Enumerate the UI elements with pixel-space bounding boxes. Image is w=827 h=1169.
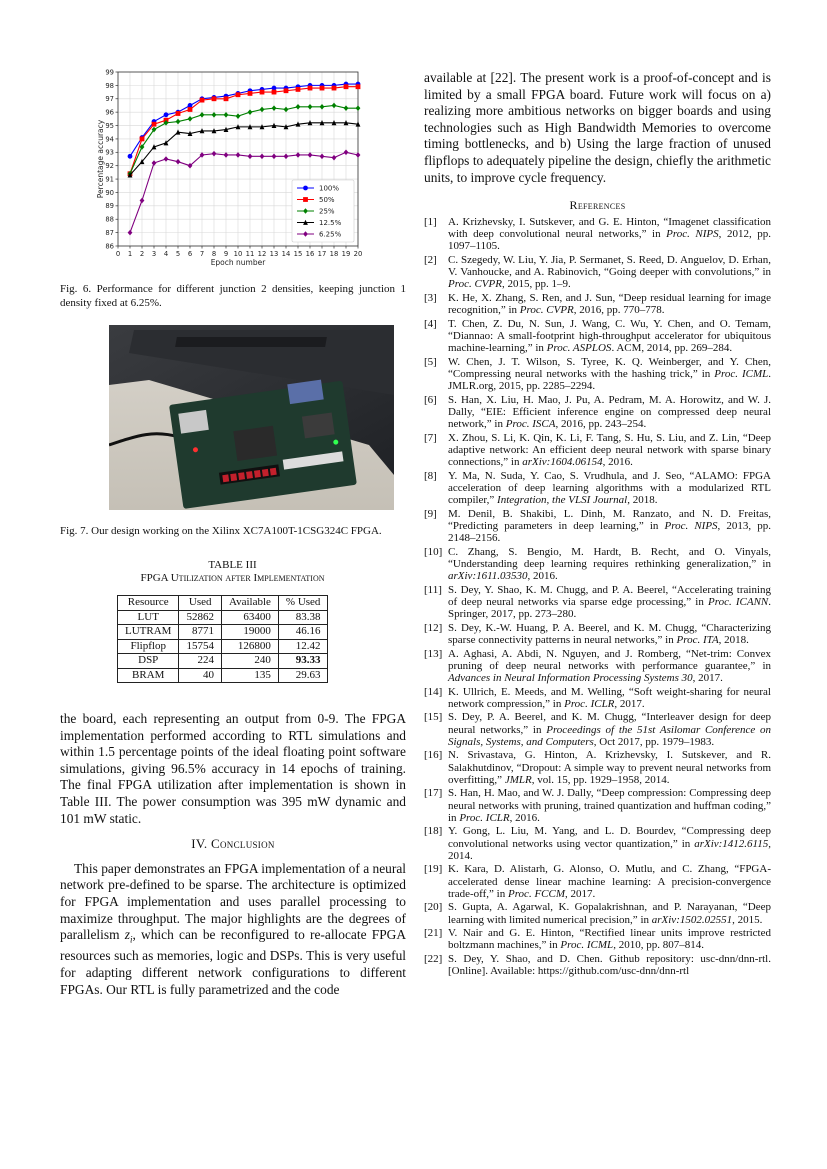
- reference-venue: JMLR: [504, 773, 532, 786]
- data-point: [128, 154, 133, 159]
- reference-item: [424, 901, 771, 925]
- reference-text: S. Dey, P. A. Beerel, and K. M. Chugg, “Interleaver design for deep neural networks,” in: [448, 711, 771, 736]
- data-point: [308, 86, 313, 91]
- reference-number: [9]: [424, 507, 437, 520]
- data-point: [248, 91, 253, 96]
- x-tick-label: 13: [269, 250, 279, 258]
- y-tick-label: 99: [105, 68, 114, 77]
- reference-item: [424, 432, 771, 469]
- y-axis-label: Percentage accuracy: [96, 119, 105, 199]
- conclusion-text-a: This paper demonstrates an FPGA implementation of a neural network pre-defined to be sparse. The architecture is optimized for FPGA implementation and uses parallel processing to maximize throughput. The major highlights are the degrees of parallelism: [60, 860, 406, 943]
- reference-item: [424, 508, 771, 545]
- reference-venue: Proc. NIPS: [666, 228, 719, 241]
- table-cell: 12.42: [278, 639, 328, 654]
- references-heading: References: [569, 198, 626, 212]
- y-tick-label: 91: [105, 175, 114, 184]
- table3-number: TABLE III: [208, 559, 257, 571]
- table3-caption-b: Utilization after Implementation: [170, 572, 325, 584]
- reference-item: [424, 394, 771, 431]
- x-tick-label: 9: [223, 250, 229, 258]
- reference-text: S. Gupta, A. Agarwal, K. Gopalakrishnan, and P. Narayanan, “Deep learning with limited numerical precision,” in: [448, 901, 771, 926]
- results-paragraph: the board, each representing an output from 0-9. The FPGA implementation performed according to RTL simulations and within 1.5 percentage points of the ideal floating point software simulations, giving 96.5% accuracy in 14 epochs of training. The final FPGA utilization after implementation is shown in Table III. The power consumption was 395 mW dynamic and 101 mW static.: [60, 711, 406, 826]
- data-point: [176, 111, 181, 116]
- legend-label: 12.5%: [319, 219, 342, 227]
- reference-details: , 2013, pp. 2148–2156.: [448, 520, 771, 545]
- reference-venue: arXiv:1412.6115: [694, 837, 769, 850]
- reference-number: [21]: [424, 927, 443, 940]
- reference-venue: Proc. ICML: [714, 368, 769, 380]
- table-cell: 29.63: [278, 668, 328, 683]
- data-point: [272, 90, 277, 95]
- data-point: [188, 107, 193, 112]
- data-point: [296, 87, 301, 92]
- data-point: [164, 112, 169, 117]
- reference-text: W. Chen, J. T. Wilson, S. Tyree, K. Q. Weinberger, and Y. Chen, “Compressing neural networks with the hashing trick,” in: [448, 355, 771, 380]
- reference-details: , 2016, pp. 243–254.: [555, 418, 647, 431]
- reference-number: [13]: [424, 647, 443, 660]
- data-point: [236, 92, 241, 97]
- reference-details: , 2016.: [509, 811, 540, 824]
- table-cell: LUT: [118, 610, 179, 625]
- reference-item: [424, 863, 771, 900]
- reference-number: [11]: [424, 583, 442, 596]
- reference-item: [424, 825, 771, 862]
- reference-details: , 2016.: [527, 570, 558, 583]
- reference-number: [20]: [424, 901, 443, 914]
- x-tick-label: 12: [257, 250, 267, 258]
- x-tick-label: 8: [211, 250, 217, 258]
- x-tick-label: 4: [163, 250, 169, 258]
- conclusion-text-b: , which can be reconfigured to re-allocate FPGA resources such as memories, logic and DSPs. This is very useful for adapting different network configurations to different FPGAs. Our RTL is fully parametrized and the code: [60, 927, 406, 997]
- col-header: Available: [221, 596, 278, 611]
- table-row: [118, 610, 328, 625]
- data-point: [356, 84, 361, 89]
- data-point: [200, 98, 205, 103]
- reference-venue: Proc. ICANN: [707, 596, 769, 608]
- table-row: [118, 625, 328, 640]
- reference-details: , 2017.: [614, 697, 645, 710]
- reference-venue: Proc. ICLR: [459, 811, 510, 824]
- reference-item: [424, 356, 771, 393]
- reference-venue: Proceedings of the 51st Asilomar Conference on Signals, Systems, and Computers: [448, 723, 771, 748]
- data-point: [284, 88, 289, 93]
- reference-item: [424, 787, 771, 824]
- reference-item: [424, 584, 771, 621]
- reference-details: , 2010, pp. 807–814.: [613, 939, 704, 952]
- reference-text: V. Nair and G. E. Hinton, “Rectified linear units improve restricted boltzmann machines,” in: [448, 927, 771, 952]
- table-header-row: [118, 596, 328, 611]
- table-row: [118, 668, 328, 683]
- table-cell: 83.38: [278, 610, 328, 625]
- reference-item: [424, 622, 771, 646]
- reference-venue: arXiv:1604.06154: [522, 456, 603, 469]
- x-tick-label: 18: [329, 250, 339, 258]
- y-tick-label: 95: [105, 121, 114, 130]
- table3-title: [60, 559, 405, 585]
- reference-details: , 2017.: [692, 672, 723, 684]
- reference-details: , 2015, pp. 1–9.: [501, 278, 571, 291]
- x-axis-label: Epoch number: [210, 258, 266, 267]
- reference-text: S. Han, X. Liu, H. Mao, J. Pu, A. Pedram, M. A. Horowitz, and W. J. Dally, “EIE: Efficient inference engine on compressed deep neural network,” in: [448, 393, 771, 431]
- reference-text: X. Zhou, S. Li, K. Qin, K. Li, F. Tang, S. Hu, S. Liu, and Z. Lin, “Deep adaptive network: An efficient deep neural network with sparse binary connections,” in: [448, 431, 771, 469]
- reference-item: [424, 546, 771, 583]
- reference-item: [424, 953, 771, 977]
- x-tick-label: 7: [199, 250, 205, 258]
- reference-item: [424, 927, 771, 951]
- reference-text: K. Ullrich, E. Meeds, and M. Welling, “Soft weight-sharing for neural network compression,” in: [448, 685, 771, 710]
- reference-number: [14]: [424, 685, 443, 698]
- reference-number: [6]: [424, 393, 437, 406]
- reference-text: S. Dey, Y. Shao, K. M. Chugg, and P. A. Beerel, “Accelerating training of deep neural networks via sparse edge processing,” in: [448, 583, 771, 608]
- data-point: [152, 122, 157, 127]
- legend-label: 25%: [319, 207, 335, 216]
- table-cell: BRAM: [118, 668, 179, 683]
- table-cell: 40: [179, 668, 222, 683]
- reference-number: [4]: [424, 317, 437, 330]
- table-row: [118, 654, 328, 669]
- table-row: [118, 639, 328, 654]
- data-point: [320, 86, 325, 91]
- reference-text: M. Denil, B. Shakibi, L. Dinh, M. Ranzato, and N. D. Freitas, “Predicting parameters in deep learning,” in: [448, 507, 771, 532]
- reference-venue: arXiv:1611.03530: [448, 570, 528, 583]
- reference-item: [424, 686, 771, 710]
- y-tick-label: 87: [105, 229, 114, 238]
- x-tick-label: 11: [245, 250, 255, 258]
- reference-number: [17]: [424, 787, 443, 800]
- x-tick-label: 19: [341, 250, 351, 258]
- table3-caption-a: FPGA: [140, 572, 171, 584]
- y-tick-label: 86: [105, 242, 114, 251]
- reference-details: , 2014.: [448, 837, 771, 862]
- table-cell: Flipflop: [118, 639, 179, 654]
- table-cell: 93.33: [278, 654, 328, 669]
- reference-item: [424, 648, 771, 685]
- reference-venue: Proc. ISCA: [505, 418, 556, 431]
- y-tick-label: 96: [105, 108, 114, 117]
- x-tick-label: 5: [175, 250, 181, 258]
- y-tick-label: 94: [105, 135, 114, 144]
- reference-text: Y. Ma, N. Suda, Y. Cao, S. Vrudhula, and J. Seo, “ALAMO: FPGA acceleration of deep learning algorithms with a modularized RTL compiler,”: [448, 469, 771, 507]
- reference-text: C. Szegedy, W. Liu, Y. Jia, P. Sermanet, S. Reed, D. Anguelov, D. Erhan, V. Vanhoucke, and A. Rabinovich, “Going deeper with convolutions,” in: [448, 254, 771, 279]
- reference-text: K. Kara, D. Alistarh, G. Alonso, O. Mutlu, and C. Zhang, “FPGA-accelerated dense linear machine learning: A precision-convergence trade-off,” in: [448, 863, 771, 900]
- x-tick-label: 10: [233, 250, 243, 258]
- reference-number: [12]: [424, 621, 443, 634]
- table-cell: 46.16: [278, 625, 328, 640]
- reference-text: A. Krizhevsky, I. Sutskever, and G. E. Hinton, “Imagenet classification with deep convolutional neural networks,” in: [448, 216, 771, 241]
- reference-details: , 2016, pp. 770–778.: [573, 304, 665, 317]
- data-point: [260, 90, 265, 95]
- table-cell: 63400: [221, 610, 278, 625]
- y-tick-label: 90: [105, 188, 114, 197]
- x-tick-label: 16: [305, 250, 315, 258]
- table-cell: 240: [221, 654, 278, 669]
- reference-details: , 2015.: [732, 913, 763, 926]
- reference-number: [16]: [424, 749, 443, 762]
- x-tick-label: 2: [139, 250, 145, 258]
- reference-item: [424, 749, 771, 786]
- reference-details: , 2018.: [627, 494, 658, 507]
- data-point: [212, 96, 217, 101]
- x-tick-label: 0: [115, 250, 121, 258]
- reference-details: . Springer, 2017, pp. 273–280.: [448, 596, 771, 621]
- reference-number: [7]: [424, 431, 437, 444]
- data-point: [344, 84, 349, 89]
- reference-item: [424, 470, 771, 507]
- col-header: Used: [179, 596, 222, 611]
- reference-text: Y. Gong, L. Liu, M. Yang, and L. D. Bourdev, “Compressing deep convolutional networks using vector quantization,” in: [448, 825, 771, 850]
- reference-details: , 2017.: [565, 887, 596, 900]
- parallelism-variable: z: [124, 927, 130, 943]
- x-tick-label: 20: [353, 250, 363, 258]
- accuracy-line-chart: [96, 62, 368, 274]
- x-tick-label: 6: [187, 250, 193, 258]
- reference-number: [19]: [424, 863, 443, 876]
- reference-text: N. Srivastava, G. Hinton, A. Krizhevsky, I. Sutskever, and R. Salakhutdinov, “Dropout: A simple way to prevent neural networks from overfitting,”: [448, 749, 771, 786]
- col-header: % Used: [278, 596, 328, 611]
- x-tick-label: 14: [281, 250, 291, 258]
- reference-details: , 2016.: [602, 456, 633, 469]
- reference-number: [10]: [424, 545, 443, 558]
- reference-text: S. Dey, K.-W. Huang, P. A. Beerel, and K. M. Chugg, “Characterizing sparse connectivity patterns in neural networks,” in: [448, 621, 771, 646]
- reference-details: . JMLR.org, 2015, pp. 2285–2294.: [448, 368, 771, 393]
- table-cell: 8771: [179, 625, 222, 640]
- legend-marker: [303, 186, 308, 191]
- table-cell: 135: [221, 668, 278, 683]
- reference-number: [15]: [424, 711, 443, 724]
- reference-details: , 2012, pp. 1097–1105.: [448, 228, 771, 253]
- reference-number: [3]: [424, 292, 437, 304]
- left-body: [60, 711, 406, 998]
- reference-venue: Proc. CVPR: [519, 304, 574, 317]
- reference-text: C. Zhang, S. Bengio, M. Hardt, B. Recht, and O. Vinyals, “Understanding deep learning requires rethinking generalization,” in: [448, 545, 771, 570]
- x-tick-label: 17: [317, 250, 327, 258]
- col-header: Resource: [118, 596, 179, 611]
- reference-number: [2]: [424, 254, 437, 266]
- y-tick-label: 98: [105, 81, 114, 90]
- reference-venue: Proc. FCCM: [507, 887, 565, 900]
- reference-item: [424, 711, 771, 748]
- figure6-caption: Fig. 6. Performance for different junction 2 densities, keeping junction 1 density fixed at 6.25%.: [60, 283, 406, 309]
- y-tick-label: 89: [105, 202, 114, 211]
- table-cell: 15754: [179, 639, 222, 654]
- reference-text: A. Aghasi, A. Abdi, N. Nguyen, and J. Romberg, “Net-trim: Convex pruning of deep neural networks with performance guarantee,” in: [448, 647, 771, 672]
- table-cell: 19000: [221, 625, 278, 640]
- parallelism-subscript: i: [129, 934, 133, 945]
- reference-number: [1]: [424, 216, 437, 228]
- reference-details: , 2018.: [718, 634, 749, 646]
- y-tick-label: 93: [105, 148, 114, 157]
- reference-number: [8]: [424, 469, 437, 482]
- legend-marker: [303, 197, 308, 202]
- reference-number: [18]: [424, 825, 443, 838]
- right-body: [424, 70, 771, 186]
- figure7-caption: Fig. 7. Our design working on the Xilinx XC7A100T-1CSG324C FPGA.: [60, 525, 382, 537]
- reference-venue: arXiv:1502.02551: [651, 913, 733, 926]
- reference-item: [424, 254, 771, 291]
- reference-venue: Proc. NIPS: [664, 520, 718, 532]
- reference-item: [424, 216, 771, 253]
- y-tick-label: 88: [105, 215, 114, 224]
- reference-venue: Proc. CVPR: [448, 278, 502, 291]
- reference-details: . ACM, 2014, pp. 269–284.: [611, 342, 733, 355]
- reference-text: K. He, X. Zhang, S. Ren, and J. Sun, “Deep residual learning for image recognition,” in: [448, 292, 771, 317]
- table-cell: 126800: [221, 639, 278, 654]
- reference-details: , Oct 2017, pp. 1979–1983.: [593, 735, 715, 748]
- conclusion-paragraph: [60, 861, 406, 998]
- reference-venue: Proc. ASPLOS: [546, 342, 612, 355]
- table-cell: 52862: [179, 610, 222, 625]
- data-point: [332, 86, 337, 91]
- reference-venue: Proc. ITA: [676, 634, 719, 646]
- table-cell: LUTRAM: [118, 625, 179, 640]
- data-point: [140, 137, 145, 142]
- reference-text: S. Dey, Y. Shao, and D. Chen. Github repository: usc-dnn/dnn-rtl. [Online]. Available: https://github.com/usc-dnn/dnn-rtl: [448, 952, 771, 978]
- references-list: [424, 216, 771, 979]
- reference-text: S. Han, H. Mao, and W. J. Dally, “Deep compression: Compressing deep neural networks with pruning, trained quantization and huffman coding,” in: [448, 787, 771, 824]
- x-tick-label: 1: [127, 250, 133, 258]
- reference-venue: Advances in Neural Information Processing Systems 30: [448, 672, 693, 684]
- legend-label: 6.25%: [319, 230, 342, 239]
- reference-text: T. Chen, Z. Du, N. Sun, J. Wang, C. Wu, Y. Chen, and O. Temam, “Diannao: A small-footprint high-throughput accelerator for ubiquitous machine-learning,” in: [448, 317, 771, 355]
- future-work-paragraph: available at [22]. The present work is a proof-of-concept and is limited by a small FPGA board. Future work will focus on a) realizing more ambitious networks on bigger boards and using technologies such as High Bandwidth Memories to overcome timing bottlenecks, and b) Using the large fraction of unused flipflops to adequately pipeline the design, chiefly the arithmetic units, to improve cycle frequency.: [424, 70, 771, 185]
- reference-details: , vol. 15, pp. 1929–1958, 2014.: [531, 773, 670, 786]
- data-point: [224, 96, 229, 101]
- table-cell: DSP: [118, 654, 179, 669]
- reference-item: [424, 292, 771, 316]
- fpga-board-photo: [109, 325, 394, 510]
- legend-label: 100%: [319, 184, 340, 193]
- x-tick-label: 3: [151, 250, 157, 258]
- reference-venue: Proc. ICML: [560, 939, 614, 952]
- x-tick-label: 15: [293, 250, 303, 258]
- reference-number: [5]: [424, 355, 437, 368]
- utilization-table: [117, 595, 328, 683]
- legend-label: 50%: [319, 196, 335, 204]
- reference-venue: Integration, the VLSI Journal: [497, 494, 628, 507]
- table3-caption: [60, 572, 405, 585]
- table-cell: 224: [179, 654, 222, 669]
- reference-item: [424, 318, 771, 355]
- reference-venue: Proc. ICLR: [564, 697, 615, 710]
- conclusion-heading: IV. Conclusion: [191, 836, 275, 852]
- y-tick-label: 92: [105, 162, 114, 171]
- y-tick-label: 97: [105, 95, 114, 104]
- reference-number: [22]: [424, 952, 443, 965]
